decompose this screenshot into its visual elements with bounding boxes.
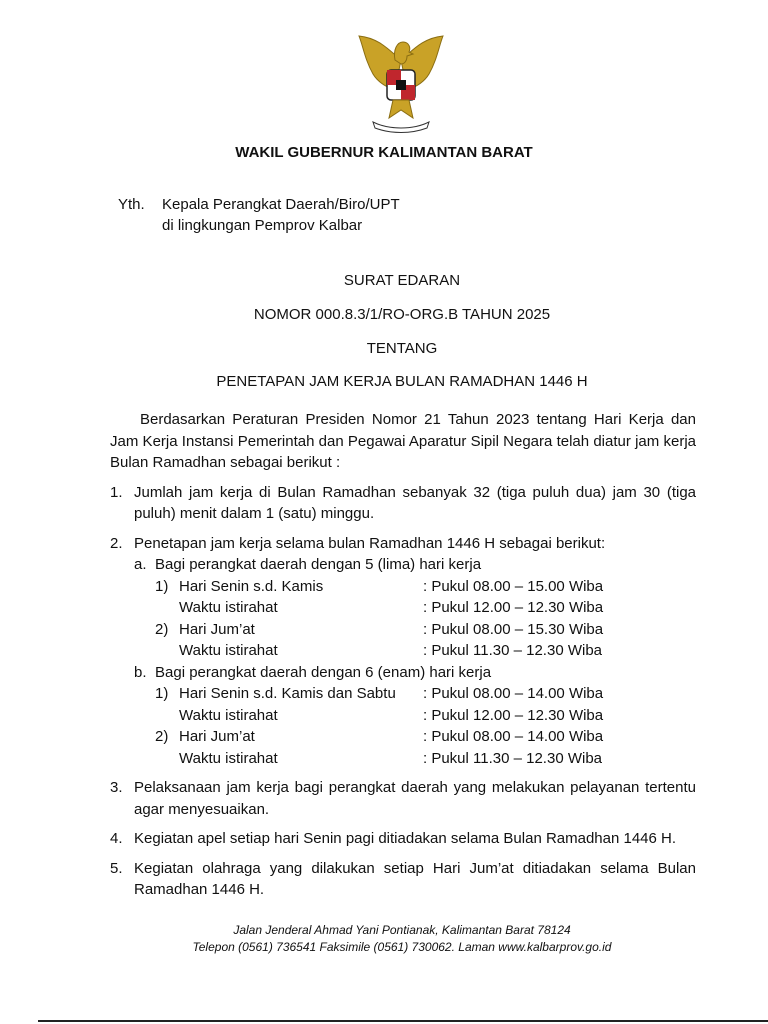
schedule-table-a: [155, 576, 696, 662]
schedule-table-b: [155, 683, 696, 769]
schedule-row: 2) Hari Jum’at : Pukul 08.00 – 15.30 Wiba: [155, 620, 604, 638]
addressee-line-1: Kepala Perangkat Daerah/Biro/UPT: [162, 196, 400, 213]
schedule-section: [134, 554, 696, 769]
schedule-row: 2) Hari Jum’at : Pukul 08.00 – 14.00 Wiba: [155, 728, 604, 745]
footer-contact: Telepon (0561) 736541 Faksimile (0561) 730062. Laman www.kalbarprov.go.id: [192, 940, 612, 954]
schedule-row: 1) Hari Senin s.d. Kamis dan Sabtu : Pukul 08.00 – 14.00 Wiba: [155, 685, 604, 702]
list-item: 2. Penetapan jam kerja selama bulan Ramadhan 1446 H sebagai berikut:: [110, 534, 606, 552]
schedule-row: 1) Hari Senin s.d. Kamis : Pukul 08.00 – 15.00 Wiba: [155, 577, 604, 595]
schedule-row: Waktu istirahat : Pukul 11.30 – 12.30 Wiba: [179, 642, 603, 659]
addressee-block: [118, 194, 400, 236]
letter-subject: PENETAPAN JAM KERJA BULAN RAMADHAN 1446 H: [216, 373, 588, 390]
letter-number: NOMOR 000.8.3/1/RO-ORG.B TAHUN 2025: [253, 306, 551, 323]
garuda-emblem-icon: [349, 30, 453, 134]
footer-address: Jalan Jenderal Ahmad Yani Pontianak, Kalimantan Barat 78124: [233, 923, 571, 937]
addressee-label: Yth.: [118, 196, 145, 213]
intro-paragraph: Berdasarkan Peraturan Presiden Nomor 21 Tahun 2023 tentang Hari Kerja dan Jam Kerja Instansi Pemerintah dan Pegawai Aparatur Sipil Negara telah diatur jam kerja Bulan Ramadhan sebagai berikut :: [110, 411, 696, 471]
schedule-row: Waktu istirahat : Pukul 11.30 – 12.30 Wiba: [179, 749, 603, 767]
list-item: 4. Kegiatan apel setiap hari Senin pagi ditiadakan selama Bulan Ramadhan 1446 H.: [110, 830, 677, 847]
list-item: 3. Pelaksanaan jam kerja bagi perangkat daerah yang melakukan pelayanan tertentu agar menyesuaikan.: [110, 779, 696, 818]
addressee-line-2: di lingkungan Pemprov Kalbar: [162, 217, 363, 234]
footer: [0, 922, 768, 956]
schedule-row: Waktu istirahat : Pukul 12.00 – 12.30 Wiba: [179, 706, 604, 724]
page-title: WAKIL GUBERNUR KALIMANTAN BARAT: [235, 144, 533, 161]
schedule-row: Waktu istirahat : Pukul 12.00 – 12.30 Wiba: [179, 599, 604, 616]
bottom-divider: [38, 1020, 768, 1022]
sub-item-a: a. Bagi perangkat daerah dengan 5 (lima) hari kerja: [134, 556, 482, 573]
letter-about: TENTANG: [366, 340, 438, 357]
letter-type: SURAT EDARAN: [343, 272, 461, 289]
list-item: 1. Jumlah jam kerja di Bulan Ramadhan sebanyak 32 (tiga puluh dua) jam 30 (tiga puluh) menit dalam 1 (satu) minggu.: [110, 483, 696, 522]
list-item: 5. Kegiatan olahraga yang dilakukan setiap Hari Jum’at ditiadakan selama Bulan Ramadhan 1446 H.: [110, 859, 696, 898]
sub-item-b: b. Bagi perangkat daerah dengan 6 (enam) hari kerja: [134, 663, 492, 681]
letter-body: [110, 409, 696, 909]
